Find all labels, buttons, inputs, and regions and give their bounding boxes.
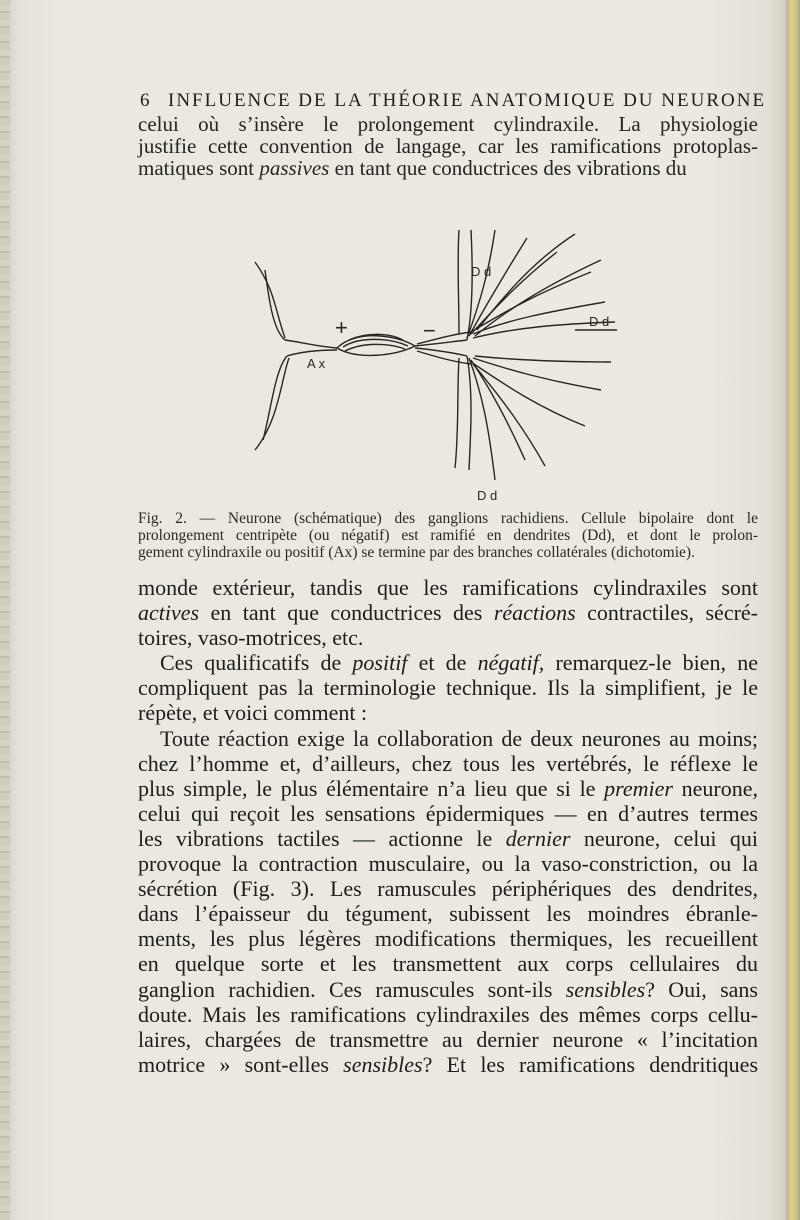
text-run: les vibrations tactiles — actionne le <box>138 825 506 851</box>
italic-term: actives <box>138 600 200 626</box>
dendrite <box>467 356 471 470</box>
text-line: sécrétion (Fig. 3). Les ramuscules périphériques des dendrites, <box>138 876 758 902</box>
text-line: ments, les plus légères modifications thermiques, les recueillent <box>138 926 758 952</box>
figure-caption <box>138 510 758 561</box>
neuron-diagram <box>245 230 645 510</box>
text-run: ? Oui, sans <box>645 976 758 1002</box>
dendrite-trunk <box>417 351 471 364</box>
dd-label-top: D d <box>471 264 492 279</box>
dendrite <box>469 238 527 336</box>
dendrite <box>473 302 605 334</box>
text-line: doute. Mais les ramifications cylindraxiles des mêmes corps cellu- <box>138 1001 758 1027</box>
italic-term: sensibles <box>343 1051 423 1077</box>
cell-body-line <box>343 339 408 347</box>
dendrite <box>458 230 459 334</box>
text-line <box>138 776 758 801</box>
text-line: répète, et voici comment : <box>138 700 368 726</box>
axon <box>285 340 337 348</box>
text-line <box>138 826 758 851</box>
dendrite <box>471 362 585 426</box>
text-line: monde extérieur, tandis que les ramifications cylindraxiles sont <box>138 575 758 600</box>
text-line: laires, chargées de transmettre au dernier neurone « l’incitation <box>138 1026 758 1052</box>
text-run: motrice » sont-elles <box>138 1051 344 1077</box>
text-run: neurone, celui qui <box>570 825 758 851</box>
text-line: dans l’épaisseur du tégument, subissent les moindres ébranle- <box>138 901 758 927</box>
dendrite <box>471 360 525 460</box>
top-paragraph <box>138 113 758 179</box>
dendrite <box>455 358 459 468</box>
text-run: matiques sont <box>138 156 260 180</box>
page-right-edge <box>786 0 800 1220</box>
text-line: celui qui reçoit les sensations épidermiques — en d’autres termes <box>138 800 758 826</box>
plus-label: + <box>335 315 348 340</box>
body-text <box>138 575 758 1077</box>
caption-line: prolongement centripète (ou négatif) est ramifié en dendrites (Dd), et dont le prolon- <box>138 527 758 544</box>
running-title: INFLUENCE DE LA THÉORIE ANATOMIQUE DU NEURONE <box>168 90 767 111</box>
dd-label-bottom: D d <box>477 488 498 503</box>
text-line <box>138 157 758 179</box>
axon-branch <box>255 358 289 450</box>
text-run: neurone, <box>672 775 758 801</box>
text-run: en tant que conductrices des <box>199 600 494 626</box>
text-run: ? Et les ramifications dendritiques <box>422 1051 759 1077</box>
dendrite <box>475 260 601 336</box>
text-line <box>138 1052 758 1077</box>
text-line: provoque la contraction musculaire, ou la vaso-constriction, ou la <box>138 851 758 877</box>
text-line: compliquent pas la terminologie technique. Ils la simplifient, je le <box>138 675 758 701</box>
text-line: toires, vaso-motrices, etc. <box>138 625 364 651</box>
italic-term: passives <box>259 156 330 180</box>
text-line: celui où s’insère le prolongement cylindraxile. La physiologie <box>138 112 758 136</box>
dd-label-right: D d <box>589 314 610 329</box>
text-line: en quelque sorte et les transmettent aux corps cellulaires du <box>138 951 758 977</box>
text-run: ganglion rachidien. Ces ramuscules sont-ils <box>138 976 566 1002</box>
text-line <box>138 977 758 1002</box>
cell-body-line <box>345 344 405 351</box>
dendrite <box>475 356 611 362</box>
text-line: justifie cette convention de langage, car les ramifications protoplas- <box>138 134 758 158</box>
dendrite <box>473 358 601 390</box>
italic-term: positif <box>352 650 408 676</box>
text-run: remarquez-le bien, ne <box>544 650 758 676</box>
italic-term: dernier <box>505 825 571 851</box>
text-run: plus simple, le plus élémentaire n’a lieu que si le <box>138 775 605 801</box>
italic-term: négatif, <box>477 650 545 676</box>
text-line: chez l’homme et, d’ailleurs, chez tous les vertébrés, le réflexe le <box>138 750 758 776</box>
neuron-figure <box>245 230 645 510</box>
text-run: Ces qualificatifs de <box>160 650 353 676</box>
text-line <box>138 600 758 625</box>
italic-term: premier <box>604 775 673 801</box>
ax-label: A x <box>307 356 326 371</box>
page-number: 6 <box>140 90 152 111</box>
italic-term: réactions <box>493 600 576 626</box>
text-run: et de <box>407 650 478 676</box>
text-run: en tant que conductrices des vibrations du <box>329 156 687 180</box>
text-line <box>138 650 758 675</box>
caption-line: gement cylindraxile ou positif (Ax) se termine par des branches collatérales (dichotomie). <box>138 544 695 561</box>
cell-body <box>337 336 415 356</box>
axon-branch <box>263 356 287 440</box>
text-line: Toute réaction exige la collaboration de deux neurones au moins; <box>160 725 758 751</box>
page-left-edge <box>0 0 10 1220</box>
text-run: contractiles, sécré- <box>575 600 759 626</box>
italic-term: sensibles <box>565 976 646 1002</box>
dendrite-trunk <box>415 348 467 356</box>
minus-label: − <box>423 318 436 343</box>
caption-line: Fig. 2. — Neurone (schématique) des ganglions rachidiens. Cellule bipolaire dont le <box>138 510 758 527</box>
